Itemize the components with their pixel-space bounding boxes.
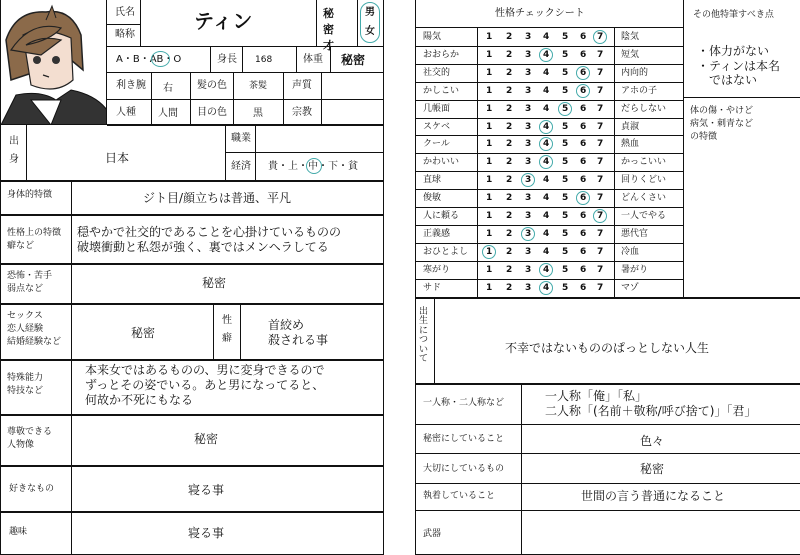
trait-scale-number[interactable]: 7: [597, 139, 604, 150]
trait-selected-circle: [482, 245, 496, 259]
trait-scale-number[interactable]: 2: [506, 49, 513, 60]
trait-right: 回りくどい: [621, 175, 667, 186]
trait-right: 一人でやる: [621, 211, 667, 221]
trait-left: 正義感: [423, 228, 451, 239]
trait-scale-number[interactable]: 5: [562, 193, 569, 204]
respect-label-2: 人物像: [7, 440, 35, 450]
sick-label-1: 体の傷・やけど: [690, 106, 754, 116]
precious-value[interactable]: 秘密: [640, 462, 665, 476]
trait-scale-number[interactable]: 7: [597, 175, 604, 186]
trait-scale-number[interactable]: 7: [597, 264, 604, 275]
trait-scale-number[interactable]: 3: [525, 282, 532, 293]
trait-scale-number[interactable]: 1: [486, 193, 493, 204]
trait-scale-number[interactable]: 4: [543, 193, 550, 204]
trait-scale-number[interactable]: 4: [543, 121, 550, 132]
trait-scale-number[interactable]: 6: [580, 228, 587, 239]
personality-label-1: 性格上の特徴: [7, 228, 62, 238]
other-value-2[interactable]: ・ティンは本名: [697, 59, 781, 73]
other-value-3[interactable]: ではない: [697, 73, 758, 87]
hand-value[interactable]: 右: [163, 83, 173, 94]
trait-left: 俊敏: [423, 193, 442, 204]
trait-scale-number[interactable]: 6: [580, 139, 587, 150]
trait-left: クール: [423, 139, 450, 150]
trait-scale-number[interactable]: 4: [543, 67, 550, 78]
trait-scale-number[interactable]: 1: [486, 211, 493, 221]
trait-scale-number[interactable]: 7: [597, 49, 604, 60]
fetish-value-1[interactable]: 首絞め: [268, 318, 305, 332]
respect-value[interactable]: 秘密: [194, 432, 219, 446]
trait-left: 几帳面: [423, 103, 451, 114]
trait-selected-circle: [593, 30, 607, 44]
trait-scale-number[interactable]: 7: [597, 121, 604, 132]
trait-left: スケベ: [423, 121, 451, 132]
trait-scale-number[interactable]: 5: [562, 211, 569, 221]
trait-scale-number[interactable]: 7: [597, 228, 604, 239]
ability-label-2: 特技など: [7, 386, 44, 396]
fear-label-1: 恐怖・苦手: [7, 271, 53, 281]
trait-scale-number[interactable]: 3: [525, 246, 532, 257]
trait-scale-number[interactable]: 3: [525, 103, 532, 114]
trait-scale-number[interactable]: 4: [543, 157, 550, 168]
trait-scale-number[interactable]: 4: [543, 264, 550, 275]
trait-scale-number[interactable]: 7: [597, 211, 604, 221]
trait-left: おひとよし: [423, 246, 469, 257]
origin-value[interactable]: 日本: [105, 151, 130, 165]
trait-scale-number[interactable]: 4: [543, 32, 550, 42]
trait-scale-number[interactable]: 5: [562, 228, 569, 239]
trait-right: 熱血: [621, 139, 640, 150]
trait-scale-number[interactable]: 5: [562, 246, 569, 257]
hand-label: 利き腕: [116, 80, 146, 91]
trait-scale-number[interactable]: 2: [506, 282, 513, 293]
sick-label-2: 病気・刺青など: [690, 119, 754, 129]
check-title: 性格チェックシート: [495, 8, 585, 19]
trait-right: 短気: [621, 49, 640, 60]
sex-label-3: 結婚経験など: [7, 337, 62, 347]
trait-scale-number[interactable]: 3: [525, 175, 532, 186]
personality-value-2[interactable]: 破壊衝動と私怨が強く、裏ではメンヘラしてる: [77, 240, 329, 254]
hobby-label: 趣味: [9, 527, 28, 537]
job-label: 職業: [231, 133, 251, 144]
secret-value[interactable]: 色々: [640, 434, 665, 448]
eye-label: 目の色: [197, 107, 227, 118]
abbr-label: 略称: [115, 29, 135, 40]
trait-selected-circle: [576, 84, 590, 98]
origin-label-2: 身: [9, 154, 19, 165]
trait-scale-number[interactable]: 1: [486, 228, 493, 239]
trait-scale-number[interactable]: 4: [543, 246, 550, 257]
name-label: 氏名: [115, 7, 135, 18]
other-title: その他特筆すべき点: [693, 10, 774, 20]
trait-scale-number[interactable]: 1: [486, 175, 493, 186]
trait-scale-number[interactable]: 2: [506, 193, 513, 204]
trait-selected-circle: [576, 66, 590, 80]
trait-left: 人に頼る: [423, 211, 460, 221]
ability-value-3[interactable]: 何故か不死にもなる: [85, 393, 194, 407]
trait-right: だらしない: [621, 103, 667, 114]
like-value[interactable]: 寝る事: [188, 483, 225, 497]
trait-scale-number[interactable]: 3: [525, 193, 532, 204]
trait-scale-number[interactable]: 3: [525, 67, 532, 78]
blood-circle: [151, 51, 170, 67]
trait-scale-number[interactable]: 2: [506, 85, 513, 96]
trait-scale-number[interactable]: 7: [597, 85, 604, 96]
trait-right: かっこいい: [621, 157, 667, 168]
trait-scale-number[interactable]: 3: [525, 121, 532, 132]
trait-scale-number[interactable]: 6: [580, 175, 587, 186]
hobby-value[interactable]: 寝る事: [188, 526, 225, 540]
trait-scale-number[interactable]: 1: [486, 49, 493, 60]
trait-scale-number[interactable]: 6: [580, 49, 587, 60]
hair-label: 髪の色: [197, 80, 227, 91]
trait-scale-number[interactable]: 2: [506, 246, 513, 257]
trait-scale-number[interactable]: 5: [562, 282, 569, 293]
trait-scale-number[interactable]: 4: [543, 49, 550, 60]
trait-left: サド: [423, 282, 442, 293]
trait-scale-number[interactable]: 6: [580, 264, 587, 275]
fear-value[interactable]: 秘密: [202, 276, 227, 290]
trait-scale-number[interactable]: 5: [562, 264, 569, 275]
economy-label: 経済: [231, 161, 251, 172]
trait-left: 直球: [423, 175, 442, 186]
trait-selected-circle: [593, 209, 607, 223]
trait-scale-number[interactable]: 2: [506, 139, 513, 150]
trait-scale-number[interactable]: 7: [597, 193, 604, 204]
trait-left: 寒がり: [423, 264, 451, 275]
race-label: 人種: [116, 107, 136, 118]
trait-scale-number[interactable]: 7: [597, 157, 604, 168]
voice-label: 声質: [292, 80, 312, 91]
trait-scale-number[interactable]: 2: [506, 157, 513, 168]
trait-scale-number[interactable]: 6: [580, 246, 587, 257]
height-value[interactable]: 168: [255, 55, 273, 65]
trait-scale-number[interactable]: 3: [525, 228, 532, 239]
trait-scale-number[interactable]: 7: [597, 103, 604, 114]
trait-scale-number[interactable]: 3: [525, 32, 532, 42]
trait-right: 暑がり: [621, 264, 649, 275]
trait-scale-number[interactable]: 1: [486, 139, 493, 150]
trait-scale-number[interactable]: 3: [525, 264, 532, 275]
trait-scale-number[interactable]: 2: [506, 103, 513, 114]
secret-label: 秘密にしていること: [423, 434, 505, 444]
sex-value[interactable]: 秘密: [131, 326, 156, 340]
trait-right: マゾ: [621, 282, 639, 293]
trait-scale-number[interactable]: 7: [597, 67, 604, 78]
trait-scale-number[interactable]: 1: [486, 103, 493, 114]
trait-scale-number[interactable]: 1: [486, 121, 493, 132]
fetish-label-2: 癖: [222, 333, 232, 344]
trait-scale-number[interactable]: 5: [562, 67, 569, 78]
trait-selected-circle: [558, 102, 572, 116]
trait-scale-number[interactable]: 7: [597, 282, 604, 293]
age-label: 秘密才: [323, 7, 334, 52]
trait-scale-number[interactable]: 5: [562, 85, 569, 96]
name-value[interactable]: ティン: [194, 9, 253, 33]
trait-scale-number[interactable]: 3: [525, 49, 532, 60]
birth-value[interactable]: 不幸ではないもののぱっとしない人生: [505, 341, 710, 355]
trait-selected-circle: [539, 48, 553, 62]
trait-scale-number[interactable]: 1: [486, 32, 493, 42]
trait-scale-number[interactable]: 4: [543, 211, 550, 221]
obsess-value[interactable]: 世間の言う普通になること: [581, 489, 726, 503]
trait-scale-number[interactable]: 7: [597, 32, 604, 42]
weight-label: 体重: [303, 54, 323, 65]
trait-scale-number[interactable]: 5: [562, 139, 569, 150]
pronoun-value-1[interactable]: 一人称「俺」「私」: [545, 389, 648, 403]
trait-selected-circle: [539, 120, 553, 134]
trait-scale-number[interactable]: 1: [486, 85, 493, 96]
sex-label-2: 恋人経験: [7, 324, 44, 334]
trait-scale-number[interactable]: 4: [543, 282, 550, 293]
trait-scale-number[interactable]: 2: [506, 32, 513, 42]
trait-scale-number[interactable]: 6: [580, 85, 587, 96]
gender-male[interactable]: 男: [365, 7, 375, 18]
trait-left: 陽気: [423, 32, 442, 42]
trait-right: 冷血: [621, 246, 640, 257]
trait-scale-number[interactable]: 4: [543, 103, 550, 114]
weapon-label: 武器: [423, 529, 442, 539]
fetish-label-1: 性: [222, 315, 232, 326]
sick-label-3: の特徴: [690, 132, 718, 142]
trait-scale-number[interactable]: 5: [562, 121, 569, 132]
trait-scale-number[interactable]: 6: [580, 67, 587, 78]
eye-value[interactable]: 黒: [253, 108, 263, 119]
origin-label-1: 出: [9, 136, 19, 147]
fetish-value-2[interactable]: 殺される事: [268, 333, 329, 347]
trait-scale-number[interactable]: 6: [580, 211, 587, 221]
trait-scale-number[interactable]: 4: [543, 85, 550, 96]
trait-right: どんくさい: [621, 193, 667, 204]
trait-right: 悪代官: [621, 228, 649, 239]
ability-value-1[interactable]: 本来女ではあるものの、男に変身できるので: [85, 363, 325, 377]
trait-left: かしこい: [423, 85, 460, 96]
trait-scale-number[interactable]: 1: [486, 246, 493, 257]
gender-circle: [360, 2, 380, 43]
other-value-1[interactable]: ・体力がない: [697, 44, 770, 58]
personality-label-2: 癖など: [7, 241, 35, 251]
trait-scale-number[interactable]: 7: [597, 246, 604, 257]
trait-scale-number[interactable]: 5: [562, 49, 569, 60]
economy-circle: [306, 158, 322, 174]
religion-label: 宗教: [292, 107, 312, 118]
trait-scale-number[interactable]: 6: [580, 103, 587, 114]
trait-selected-circle: [539, 263, 553, 277]
respect-label-1: 尊敬できる: [7, 427, 53, 437]
trait-scale-number[interactable]: 2: [506, 121, 513, 132]
trait-right: 内向的: [621, 67, 649, 78]
ability-value-2[interactable]: ずっとその姿でいる。あと男になってると、: [85, 378, 325, 392]
race-value[interactable]: 人間: [158, 108, 178, 119]
trait-scale-number[interactable]: 3: [525, 139, 532, 150]
hair-value[interactable]: 茶髪: [249, 81, 268, 91]
birth-label: 出生について: [419, 307, 429, 365]
trait-scale-number[interactable]: 3: [525, 157, 532, 168]
trait-scale-number[interactable]: 2: [506, 228, 513, 239]
trait-scale-number[interactable]: 3: [525, 211, 532, 221]
trait-scale-number[interactable]: 2: [506, 211, 513, 221]
trait-scale-number[interactable]: 5: [562, 32, 569, 42]
trait-scale-number[interactable]: 4: [543, 228, 550, 239]
trait-scale-number[interactable]: 2: [506, 264, 513, 275]
physical-value[interactable]: ジト目/顔立ちは普通、平凡: [143, 191, 292, 205]
precious-label: 大切にしているもの: [423, 464, 505, 474]
trait-scale-number[interactable]: 5: [562, 175, 569, 186]
personality-value-1[interactable]: 穏やかで社交的であることを心掛けているものの: [77, 225, 342, 239]
trait-scale-number[interactable]: 1: [486, 157, 493, 168]
weight-value[interactable]: 秘密: [341, 53, 366, 67]
trait-scale-number[interactable]: 1: [486, 282, 493, 293]
trait-left: かわいい: [423, 157, 460, 168]
ability-label-1: 特殊能力: [7, 373, 44, 383]
trait-selected-circle: [539, 281, 553, 295]
sex-label-1: セックス: [7, 311, 43, 321]
physical-label: 身体的特徴: [7, 190, 53, 200]
pronoun-value-2[interactable]: 二人称「(名前＋敬称/呼び捨て)」「君」: [545, 404, 757, 418]
trait-right: 貞淑: [621, 121, 640, 132]
trait-left: おおらか: [423, 49, 460, 60]
trait-scale-number[interactable]: 5: [562, 103, 569, 114]
trait-scale-number[interactable]: 6: [580, 282, 587, 293]
trait-scale-number[interactable]: 6: [580, 121, 587, 132]
trait-left: 社交的: [423, 67, 451, 78]
like-label: 好きなもの: [9, 484, 55, 494]
gender-female[interactable]: 女: [365, 26, 375, 37]
character-portrait: [1, 0, 107, 125]
pronoun-label: 一人称・二人称など: [423, 398, 505, 408]
trait-scale-number[interactable]: 4: [543, 175, 550, 186]
trait-scale-number[interactable]: 1: [486, 264, 493, 275]
obsess-label: 執着していること: [423, 491, 496, 501]
trait-scale-number[interactable]: 5: [562, 157, 569, 168]
trait-scale-number[interactable]: 6: [580, 32, 587, 42]
economy-value[interactable]: 貴・上・中・下・貧: [268, 161, 358, 172]
trait-scale-number[interactable]: 2: [506, 67, 513, 78]
trait-scale-number[interactable]: 2: [506, 175, 513, 186]
trait-scale-number[interactable]: 4: [543, 139, 550, 150]
trait-right: アホの子: [621, 85, 658, 96]
trait-scale-number[interactable]: 6: [580, 193, 587, 204]
trait-scale-number[interactable]: 3: [525, 85, 532, 96]
trait-right: 陰気: [621, 32, 640, 42]
fear-label-2: 弱点など: [7, 284, 44, 294]
trait-scale-number[interactable]: 1: [486, 67, 493, 78]
trait-scale-number[interactable]: 6: [580, 157, 587, 168]
trait-selected-circle: [576, 191, 590, 205]
height-label: 身長: [217, 54, 237, 65]
blood-type[interactable]: A・B・AB・O: [116, 54, 182, 65]
trait-selected-circle: [521, 227, 535, 241]
